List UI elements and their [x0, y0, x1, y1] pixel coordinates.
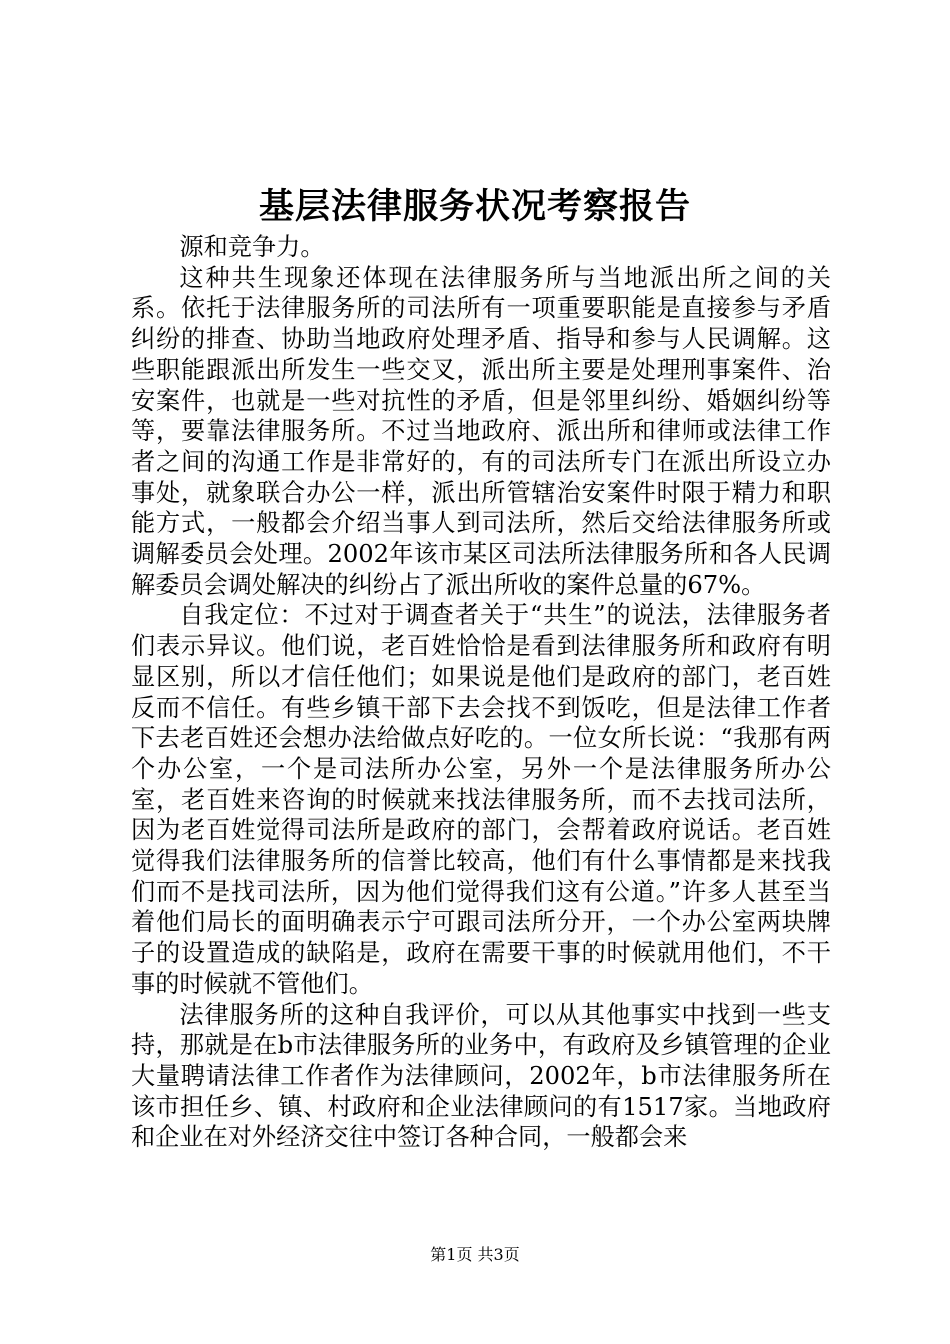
paragraph: 法律服务所的这种自我评价，可以从其他事实中找到一些支持，那就是在b市法律服务所的业务中，有政府及乡镇管理的企业大量聘请法律工作者作为法律顾问，2002年，b市法律服务所在该市担任乡、镇、村政府和企业法律顾问的有1517家。当地政府和企业在对外经济交往中签订各种合同，一般都会来 — [131, 1000, 831, 1152]
paragraph: 源和竞争力。 — [179, 233, 325, 261]
paragraph: 这种共生现象还体现在法律服务所与当地派出所之间的关系。依托于法律服务所的司法所有一项重要职能是直接参与矛盾纠纷的排查、协助当地政府处理矛盾、指导和参与人民调解。这些职能跟派出所发生一些交叉，派出所主要是处理刑事案件、治安案件，也就是一些对抗性的矛盾，但是邻里纠纷、婚姻纠纷等等，要靠法律服务所。不过当地政府、派出所和律师或法律工作者之间的沟通工作是非常好的，有的司法所专门在派出所设立办事处，就象联合办公一样，派出所管辖治安案件时限于精力和职能方式，一般都会介绍当事人到司法所，然后交给法律服务所或调解委员会处理。2002年该市某区司法所法律服务所和各人民调解委员会调处解决的纠纷占了派出所收的案件总量的67%。 — [131, 263, 831, 599]
paragraph: 自我定位：不过对于调查者关于“共生”的说法，法律服务者们表示异议。他们说，老百姓恰恰是看到法律服务所和政府有明显区别，所以才信任他们；如果说是他们是政府的部门，老百姓反而不信任。有些乡镇干部下去会找不到饭吃，但是法律工作者下去老百姓还会想办法给做点好吃的。一位女所长说：“我那有两个办公室，一个是司法所办公室，另外一个是法律服务所办公室，老百姓来咨询的时候就来找法律服务所，而不去找司法所，因为老百姓觉得司法所是政府的部门，会帮着政府说话。老百姓觉得我们法律服务所的信誉比较高，他们有什么事情都是来找我们而不是找司法所，因为他们觉得我们这有公道。”许多人甚至当着他们局长的面明确表示宁可跟司法所分开，一个办公室两块牌子的设置造成的缺陷是，政府在需要干事的时候就用他们，不干事的时候就不管他们。 — [131, 601, 831, 998]
document-body — [131, 232, 831, 1153]
document-title: 基层法律服务状况考察报告 — [258, 186, 691, 227]
page-number-footer: 第1页 共3页 — [430, 1245, 520, 1264]
